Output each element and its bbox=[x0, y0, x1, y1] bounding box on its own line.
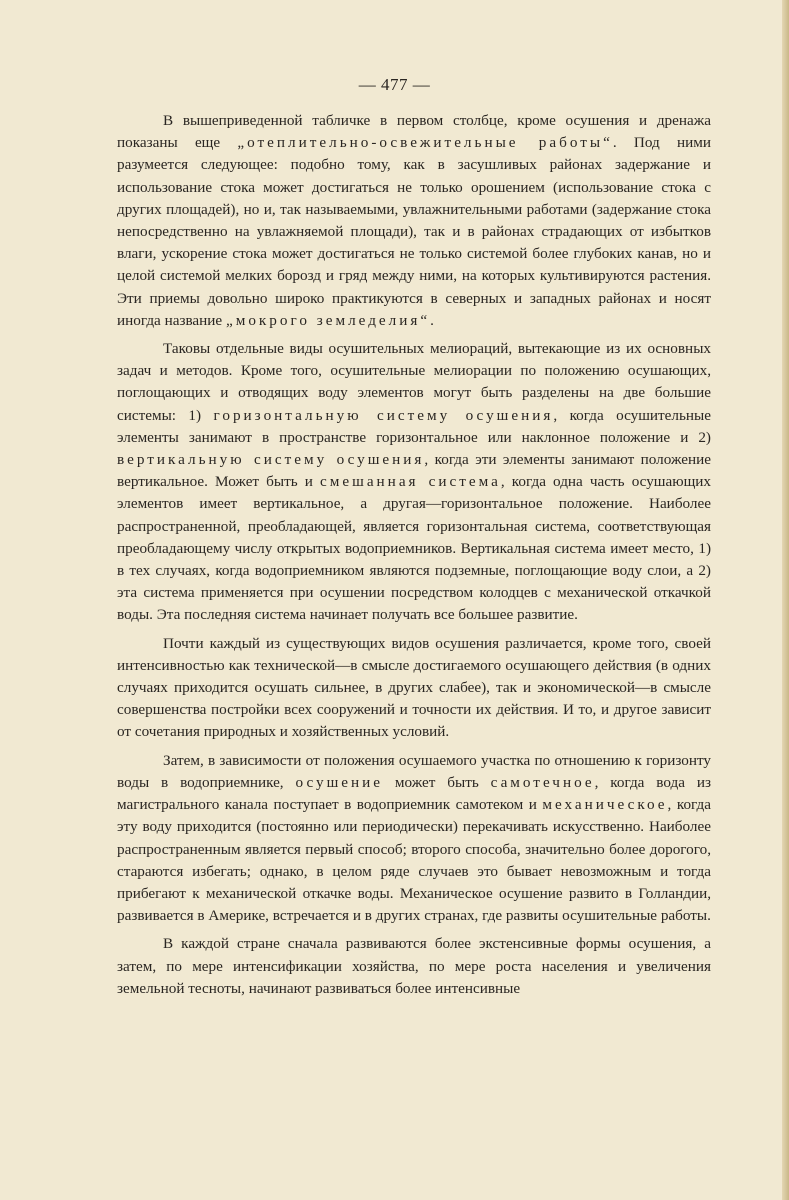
spaced-term: осушение bbox=[295, 773, 384, 791]
paragraph-2 bbox=[117, 338, 711, 627]
paragraph-3 bbox=[117, 633, 711, 744]
text-segment: В вышеприведенной табличке в первом столбце, кроме осушения и дренажа показаны еще bbox=[117, 112, 711, 152]
spaced-term: „отеплительно-освежительные работы“ bbox=[237, 134, 613, 152]
spaced-term: самотечное bbox=[490, 773, 595, 791]
text-segment: Затем, в зависимости от положения осушаемого участка по отношению к горизонту воды в водоприемнике, bbox=[117, 751, 711, 791]
paragraph-5 bbox=[117, 933, 711, 1000]
body-text bbox=[117, 110, 711, 1006]
text-segment: , когда осушительные элементы занимают в пространстве горизонтальное или наклонное положение и 2) bbox=[117, 406, 711, 446]
text-segment: Почти каждый из существующих видов осушения различается, кроме того, своей интенсивностью как технической—в смысле достигаемого осушающего действия (в одних случаях приходится осушать сильнее, в других слабее), так и экономической—в смысле совершенства постройки всех сооружений и точности их действия. И то, и другое зависит от сочетания природных и хозяйственных условий. bbox=[117, 634, 711, 741]
spaced-term: механическое bbox=[542, 796, 668, 814]
text-segment: , когда вода из магистрального канала поступает в водоприемник самотеком и bbox=[117, 773, 711, 814]
spaced-term: „мокрого земледелия“ bbox=[225, 311, 431, 329]
text-segment: может быть bbox=[383, 773, 491, 791]
spaced-term: горизонтальную систему осушения bbox=[213, 406, 554, 424]
text-segment: . bbox=[430, 311, 434, 329]
text-segment: В каждой стране сначала развиваются более экстенсивные формы осушения, а затем, по мере интенсификации хозяйства, по мере роста населения и увеличения земельной тесноты, начинают развиваться более интенсивные bbox=[117, 935, 711, 997]
text-segment: , когда эти элементы занимают положение вертикальное. Может быть и bbox=[117, 451, 711, 491]
text-segment: . Под ними разумеется следующее: подобно тому, как в засушливых районах задержание и использование стока может достигаться не только орошением (использование стока с других площадей), но и, так называемыми, увлажнительными работами (задержание стока непосредственно на увлажняемой площади), так и в районах страдающих от избытков влаги, ускорение стока может достигаться не только системой более глубоких канав, но и целой системой мелких борозд и гряд между ними, на которых культивируются растения. Эти приемы довольно широко практикуются в северных и западных районах и носят иногда название bbox=[117, 134, 711, 329]
paragraph-1 bbox=[117, 110, 711, 332]
spaced-term: смешанная система bbox=[320, 473, 501, 491]
text-segment: , когда эту воду приходится (постоянно или периодически) перекачивать искусственно. Наиболее распространенным является первый способ; второго способа, значительно более дорогого, стараются избегать; однако, в целом ряде случаев это бывает невозможным и тогда прибегают к механической откачке воды. Механическое осушение развито в Голландии, развивается в Америке, встречается и в других странах, где развиты осушительные работы. bbox=[117, 796, 711, 925]
page-number: — 477 — bbox=[358, 75, 431, 94]
text-segment: , когда одна часть осушающих элементов имеет вертикальное, а другая—горизонтальное положение. Наиболее распространенной, преобладающей, является горизонтальная система, соответствующая преобладающему числу открытых водоприемников. Вертикальная система имеет место, 1) в тех случаях, когда водоприемником являются подземные, поглощающие воду слои, а 2) эта система применяется при осушении посредством колодцев с механической откачкой воды. Эта последняя система начинает получать все большее развитие. bbox=[117, 473, 711, 624]
text-segment: Таковы отдельные виды осушительных мелиораций, вытекающие из их основных задач и методов. Кроме того, осушительные мелиорации по положению осушающих, поглощающих и отводящих воду элементов могут быть разделены на две большие системы: 1) bbox=[117, 340, 711, 424]
paragraph-4 bbox=[117, 750, 711, 928]
spaced-term: вертикальную систему осушения bbox=[117, 451, 425, 469]
page-edge bbox=[782, 0, 789, 1200]
